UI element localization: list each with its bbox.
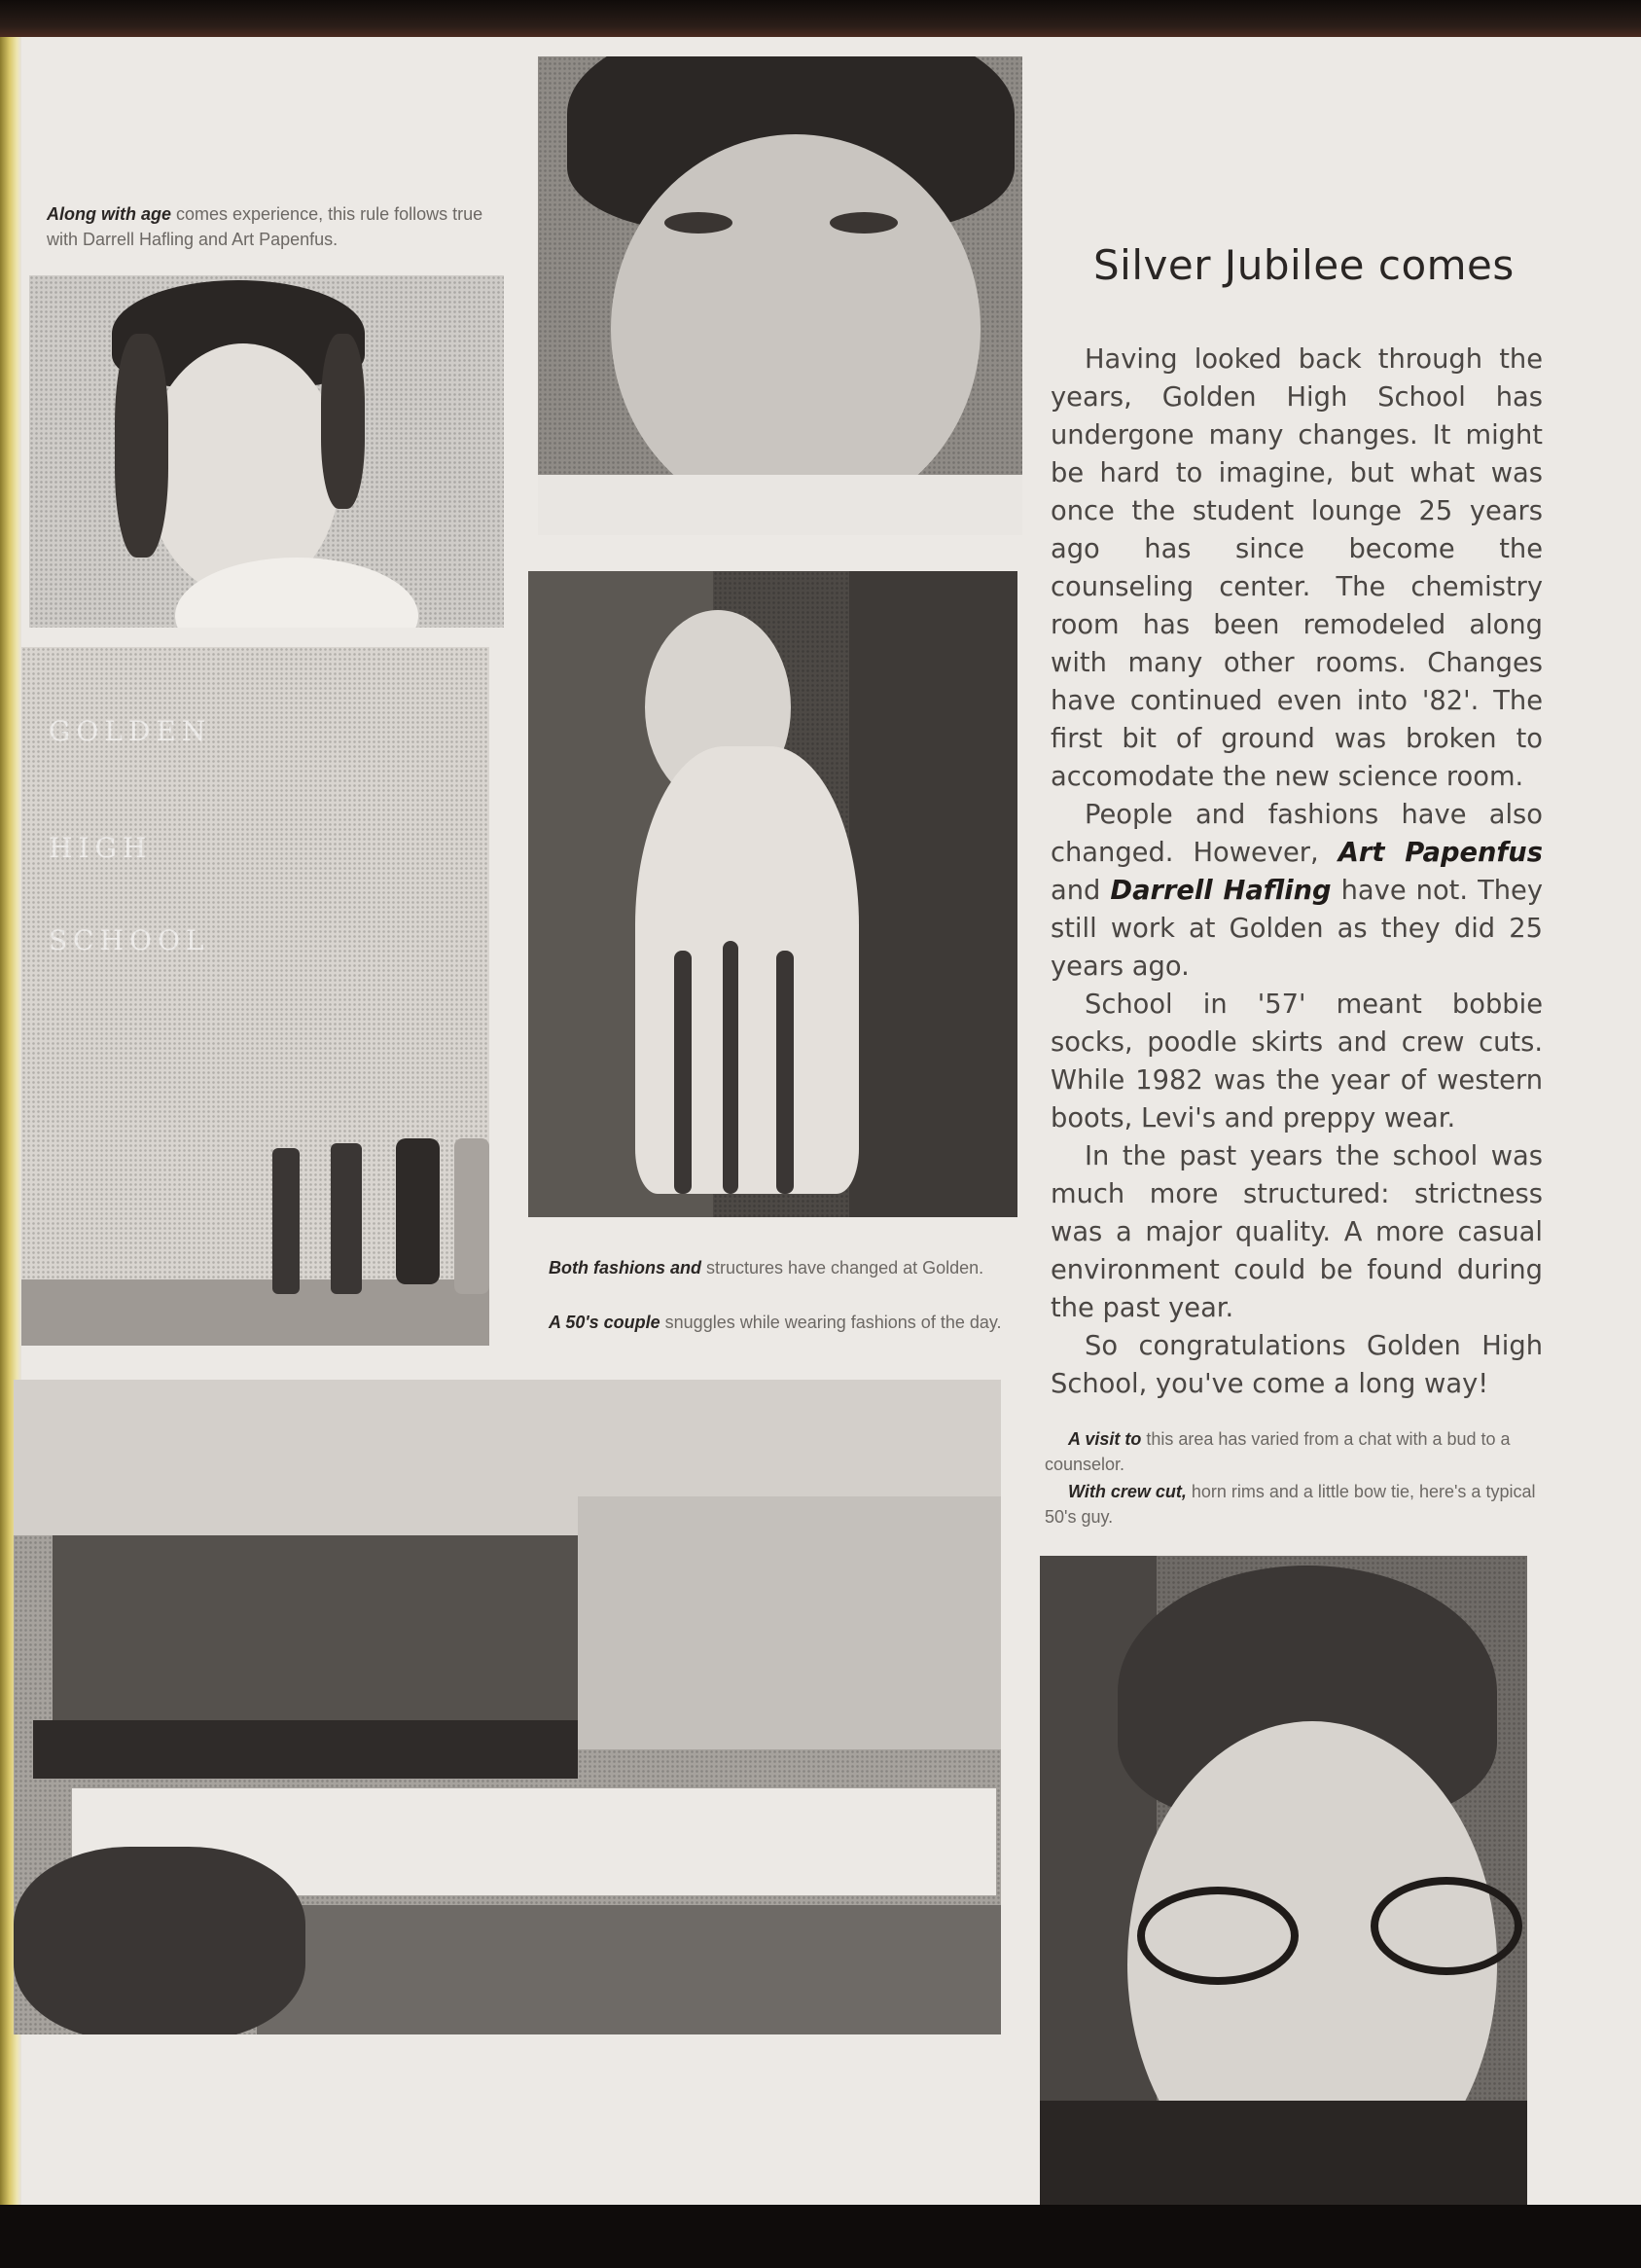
sign-high: HIGH [49,832,153,864]
top-page-edge [0,0,1641,37]
name-highlight: Darrell Hafling [1110,876,1332,906]
article-paragraph: School in '57' meant bobbie socks, poodle skirts and crew cuts. While 1982 was the year of western boots, Levi's and preppy wear. [1051,990,1543,1134]
article-title: Silver Jubilee comes [1093,241,1515,289]
photo-portrait-young-man [29,275,504,628]
caption-teachers: Along with age comes experience, this rule follows true with Darrell Hafling and Art Papenfus. [47,204,483,249]
article-paragraph: In the past years the school was much more structured: strictness was a major quality. A more casual environment could be found during the past year. [1051,1141,1543,1323]
bottom-page-edge [0,2205,1641,2268]
article-paragraph: So congratulations Golden High School, you've come a long way! [1051,1331,1543,1399]
photo-portrait-closeup [538,56,1022,535]
caption-fashion-2: A 50's couple snuggles while wearing fashions of the day. [549,1313,1002,1332]
caption-visit: A visit to this area has varied from a chat with a bud to a counselor. [1045,1429,1511,1474]
photo-crewcut-guy [1040,1556,1527,2205]
sign-golden: GOLDEN [49,715,212,747]
sign-school: SCHOOL [49,924,210,956]
photo-school-entrance [21,647,489,1346]
photo-fifties-couple [528,571,1017,1217]
caption-crewcut: With crew cut, horn rims and a little bow tie, here's a typical 50's guy. [1045,1482,1536,1527]
article-paragraph: Having looked back through the years, Golden High School has undergone many changes. It might be hard to imagine, but what was once the student lounge 25 years ago has since become the counseling center. The chemistry room has been remodeled along with many other rooms. Changes have continued even into '82'. The first bit of ground was broken to accomodate the new science room. [1051,344,1543,792]
caption-fashion-1: Both fashions and structures have changed at Golden. [549,1258,984,1278]
article-paragraph: People and fashions have also changed. However, Art Papenfus and Darrell Hafling have not. They still work at Golden as they did 25 years ago. [1051,800,1544,982]
photo-school-building [14,1380,1001,2034]
name-highlight: Art Papenfus [1338,838,1543,868]
article-body [1051,341,1543,1403]
